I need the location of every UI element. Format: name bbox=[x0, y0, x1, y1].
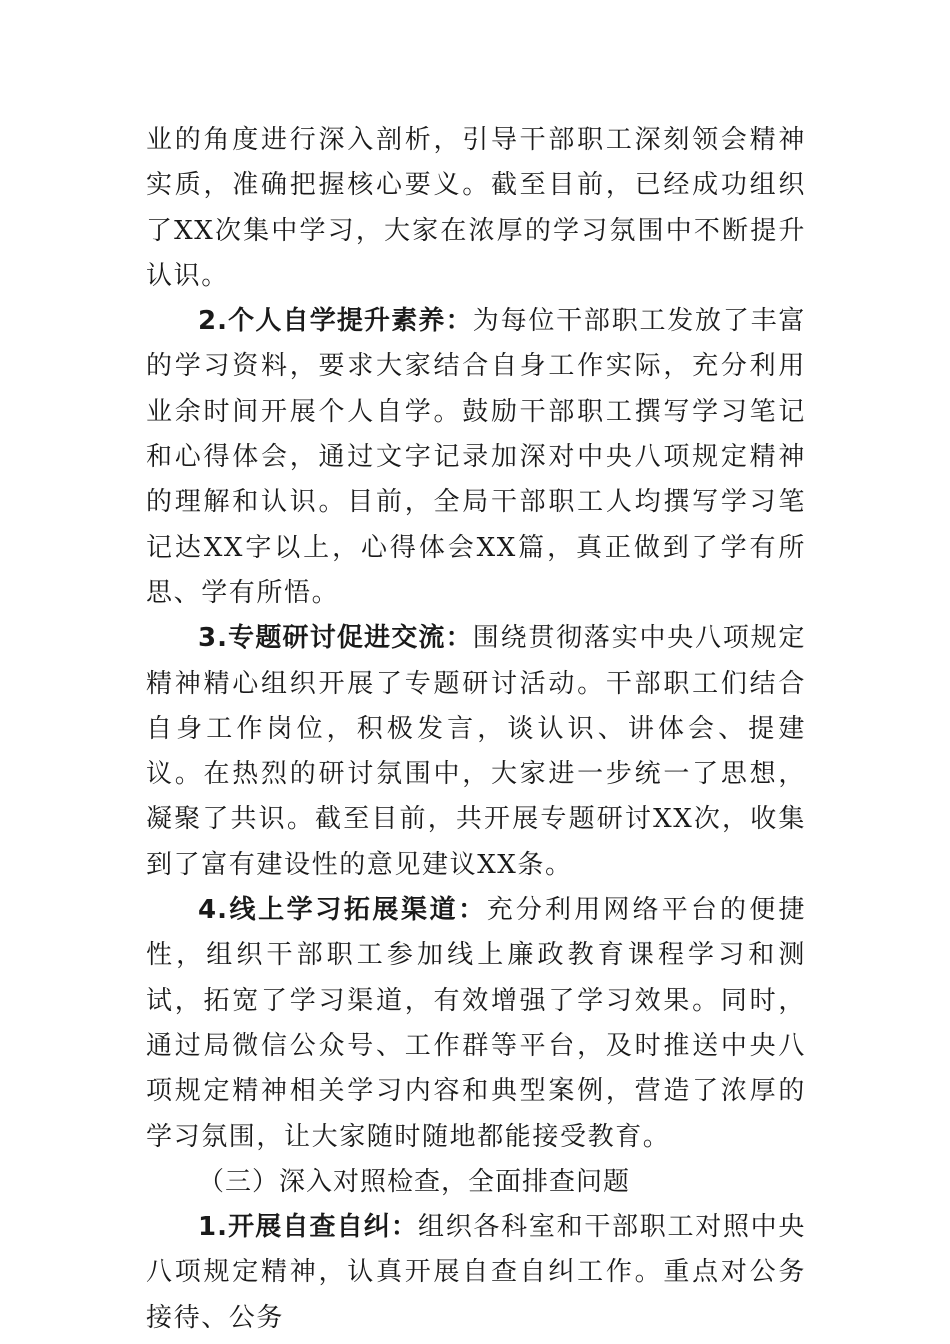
paragraph-text: 充分利用网络平台的便捷性，组织干部职工参加线上廉政教育课程学习和测试，拓宽了学习渠道，有效增强了学习效果。同时，通过局微信公众号、工作群等平台，及时推送中央八项规定精神相关学习内容和典型案例，营造了浓厚的学习氛围，让大家随时随地都能接受教育。 bbox=[146, 895, 806, 1152]
paragraph-text: 围绕贯彻落实中央八项规定精神精心组织开展了专题研讨活动。干部职工们结合自身工作岗位，积极发言，谈认识、讲体会、提建议。在热烈的研讨氛围中，大家进一步统一了思想，凝聚了共识。截至目前，共开展专题研讨XX次，收集到了富有建设性的意见建议XX条。 bbox=[146, 623, 807, 880]
paragraph-lead: 3.专题研讨促进交流： bbox=[198, 623, 473, 654]
paragraph-seminar bbox=[146, 616, 806, 888]
paragraph-self-study bbox=[146, 299, 806, 616]
paragraph-text: 为每位干部职工发放了丰富的学习资料，要求大家结合自身工作实际，充分利用业余时间开展个人自学。鼓励干部职工撰写学习笔记和心得体会，通过文字记录加深对中央八项规定精神的理解和认识。目前，全局干部职工人均撰写学习笔记达XX字以上，心得体会XX篇，真正做到了学有所思、学有所悟。 bbox=[146, 306, 807, 608]
paragraph-text: 组织各科室和干部职工对照中央八项规定精神，认真开展自查自纠工作。重点对公务接待、公务 bbox=[146, 1212, 806, 1333]
paragraph-lead: 2.个人自学提升素养： bbox=[198, 306, 473, 337]
paragraph-continuation bbox=[146, 118, 806, 299]
paragraph-text: 业的角度进行深入剖析，引导干部职工深刻领会精神实质，准确把握核心要义。截至目前，已经成功组织了XX次集中学习，大家在浓厚的学习氛围中不断提升认识。 bbox=[146, 125, 806, 291]
paragraph-self-inspection bbox=[146, 1205, 806, 1341]
section-heading: （三）深入对照检查，全面排查问题 bbox=[198, 1166, 631, 1197]
document-body bbox=[146, 118, 806, 1341]
paragraph-online-learning bbox=[146, 888, 806, 1160]
paragraph-lead: 1.开展自查自纠： bbox=[198, 1212, 418, 1243]
paragraph-lead: 4.线上学习拓展渠道： bbox=[198, 895, 487, 926]
